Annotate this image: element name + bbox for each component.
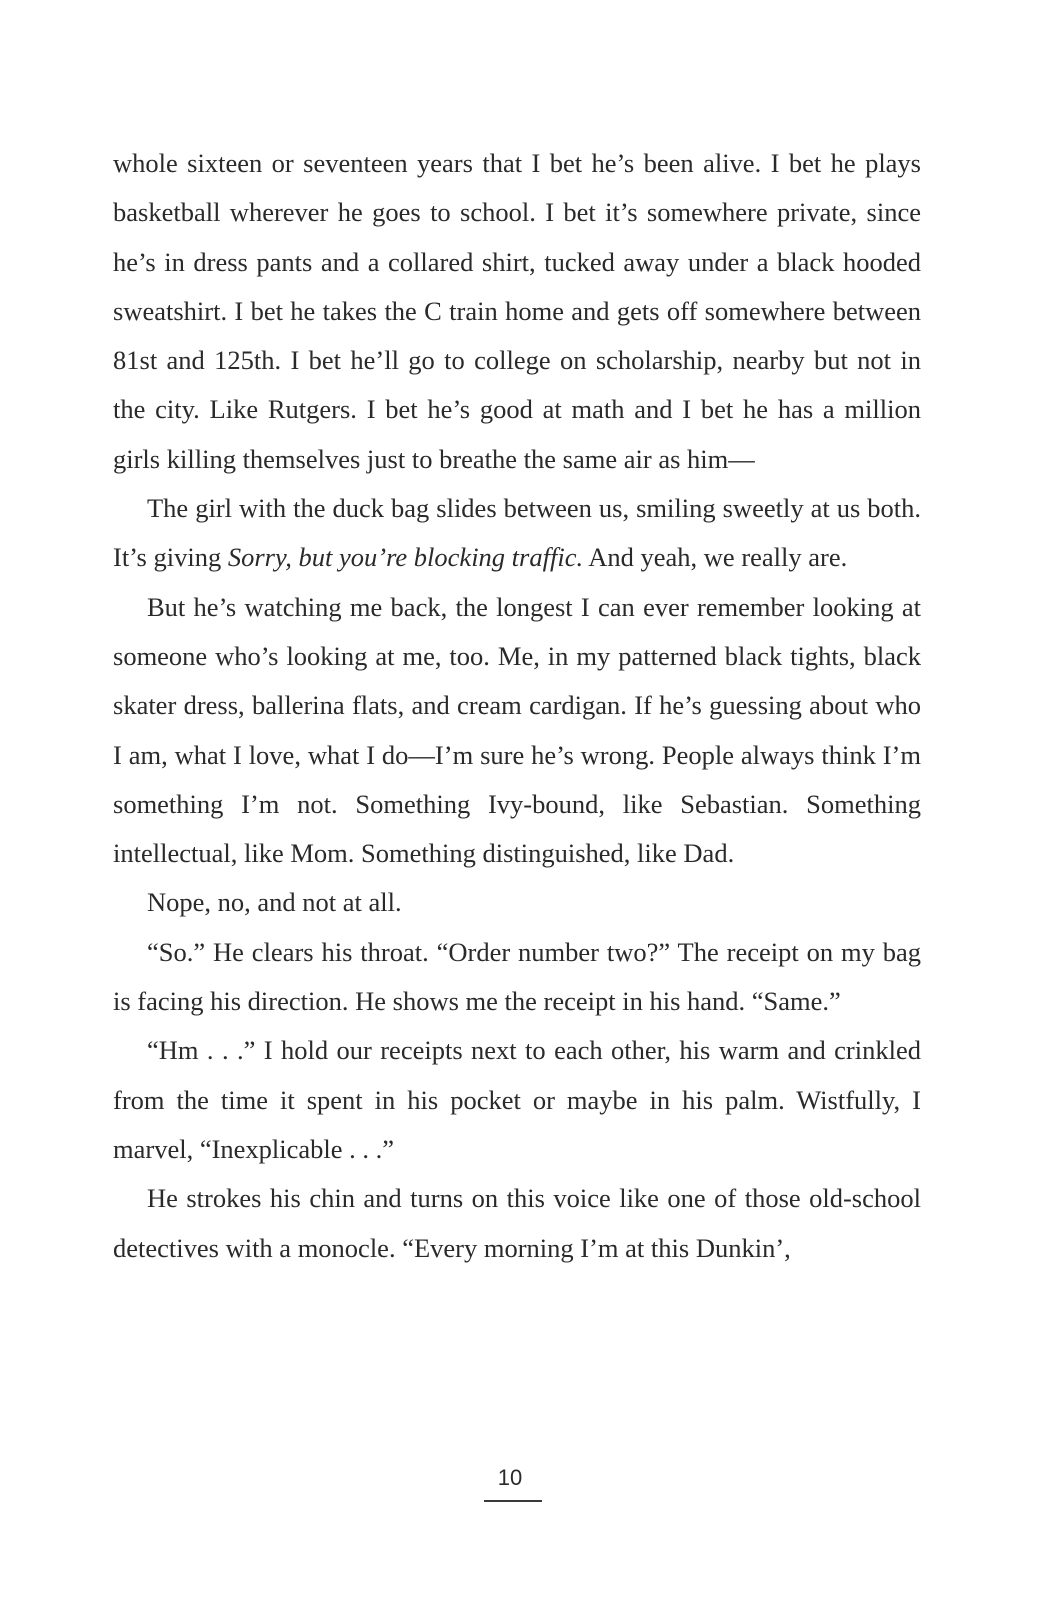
paragraph — [113, 484, 921, 583]
paragraph — [113, 583, 921, 879]
text-run: “Hm . . .” I hold our receipts next to each other, his warm and crinkled from the time it spent in his pocket or maybe in his palm. Wistfully, I marvel, “Inexplicable . . .” — [113, 1035, 921, 1164]
page-number: 10 — [497, 1465, 523, 1490]
text-run: Nope, no, and not at all. — [147, 887, 402, 918]
paragraph — [113, 1174, 921, 1273]
text-run: The girl with the duck bag slides between us, smiling sweetly at us both. It’s giving — [113, 493, 921, 573]
body-text — [113, 139, 921, 1273]
paragraph — [113, 1026, 921, 1174]
paragraph — [113, 878, 921, 927]
text-run: But he’s watching me back, the longest I can ever remember looking at someone who’s looking at me, too. Me, in my patterned black tights, black skater dress, ballerina flats, and cream cardigan. If he’s guessing about who I am, what I love, what I do—I’m sure he’s wrong. People always think I’m something I’m not. Something Ivy-bound, like Sebastian. Something intellectual, like Mom. Something distinguished, like Dad. — [113, 591, 921, 869]
text-run: whole sixteen or seventeen years that I bet he’s been alive. I bet he plays basketball wherever he goes to school. I bet it’s somewhere private, since he’s in dress pants and a collared shirt, tucked away under a black hooded sweatshirt. I bet he takes the C train home and gets off somewhere between 81st and 125th. I bet he’ll go to college on scholarship, nearby but not in the city. Like Rutgers. I bet he’s good at math and I bet he has a million girls killing themselves just to breathe the same air as him— — [113, 148, 921, 474]
paragraph — [113, 928, 921, 1027]
page-number-underline — [484, 1500, 542, 1502]
paragraph — [113, 139, 921, 484]
italic-text: Sorry, but you’re blocking traffic. — [227, 542, 584, 573]
text-run: He strokes his chin and turns on this voice like one of those old-school detectives with a monocle. “Every morning I’m at this Dunkin’, — [113, 1183, 921, 1263]
text-run: And yeah, we really are. — [583, 542, 848, 573]
text-run: “So.” He clears his throat. “Order number two?” The receipt on my bag is facing his direction. He shows me the receipt in his hand. “Same.” — [113, 936, 921, 1017]
